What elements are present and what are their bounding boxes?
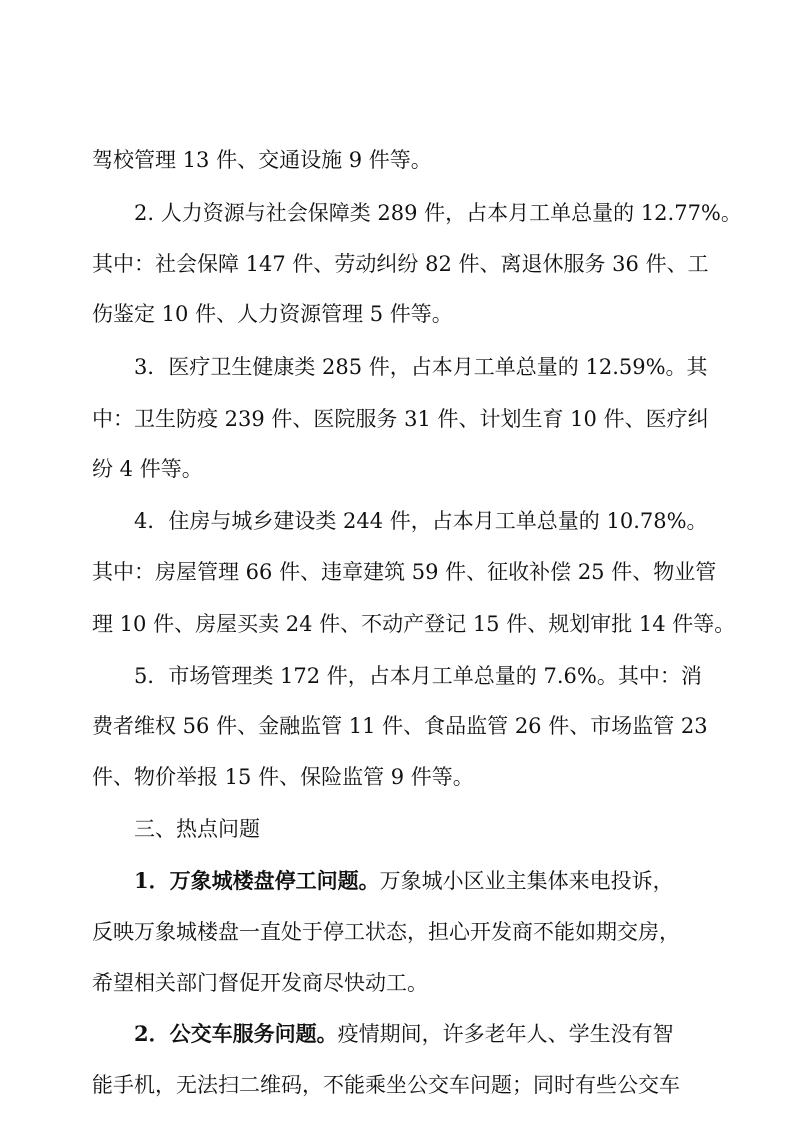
body-line-6: 中：卫生防疫 239 件、医院服务 31 件、计划生育 10 件、医疗纠 <box>92 407 709 431</box>
body-line-3: 其中：社会保障 147 件、劳动纠纷 82 件、离退休服务 36 件、工 <box>92 252 709 276</box>
hotspot-1-title: 1．万象城楼盘停工问题。 <box>134 868 380 893</box>
body-line-7: 纷 4 件等。 <box>92 457 203 481</box>
body-line-8: 4．住房与城乡建设类 244 件，占本月工单总量的 10.78%。 <box>134 509 708 533</box>
body-line-5: 3．医疗卫生健康类 285 件，占本月工单总量的 12.59%。其 <box>134 355 708 379</box>
body-line-1: 驾校管理 13 件、交通设施 9 件等。 <box>92 148 432 172</box>
hotspot-2-first-line <box>0 1014 793 1054</box>
body-line-10: 理 10 件、房屋买卖 24 件、不动产登记 15 件、规划审批 14 件等。 <box>92 612 736 636</box>
hotspot-1-line-2: 反映万象城楼盘一直处于停工状态，担心开发商不能如期交房， <box>92 920 680 944</box>
hotspot-1-first-line <box>0 861 793 901</box>
hotspot-2-line-2: 能手机，无法扫二维码，不能乘坐公交车问题；同时有些公交车 <box>92 1073 680 1097</box>
section-heading: 三、热点问题 <box>134 817 260 841</box>
hotspot-1-line-3: 希望相关部门督促开发商尽快动工。 <box>92 971 428 995</box>
hotspot-1-text: 万象城小区业主集体来电投诉， <box>379 869 674 893</box>
body-line-11: 5．市场管理类 172 件，占本月工单总量的 7.6%。其中：消 <box>134 664 702 688</box>
hotspot-2-title: 2．公交车服务问题。 <box>134 1021 338 1046</box>
body-line-9: 其中：房屋管理 66 件、违章建筑 59 件、征收补偿 25 件、物业管 <box>92 560 717 584</box>
body-line-4: 伤鉴定 10 件、人力资源管理 5 件等。 <box>92 302 453 326</box>
body-line-13: 件、物价举报 15 件、保险监管 9 件等。 <box>92 765 474 789</box>
hotspot-2-text: 疫情期间，许多老年人、学生没有智 <box>337 1022 674 1046</box>
body-line-2: 2. 人力资源与社会保障类 289 件，占本月工单总量的 12.77%。 <box>134 201 742 225</box>
body-line-12: 费者维权 56 件、金融监管 11 件、食品监管 26 件、市场监管 23 <box>92 714 708 738</box>
